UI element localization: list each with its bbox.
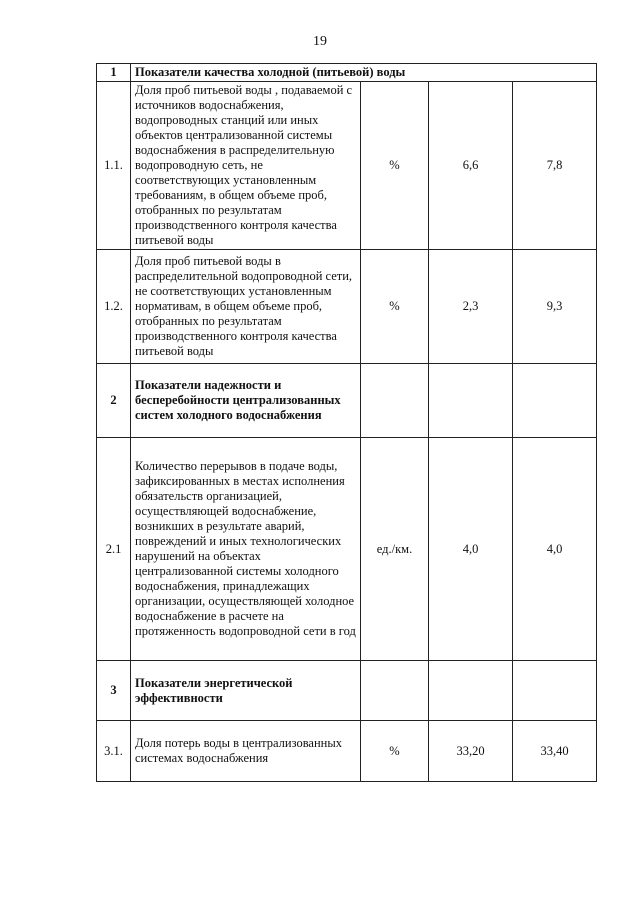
unit-cell: [361, 661, 429, 721]
unit-cell: [361, 364, 429, 438]
row-number: 3.1.: [97, 721, 131, 782]
indicator-description: Доля потерь воды в централизованных системах водоснабжения: [131, 721, 361, 782]
section-title: Показатели надежности и бесперебойности централизованных систем холодного водоснабжения: [131, 364, 361, 438]
value-cell: 33,40: [513, 721, 597, 782]
section-title: Показатели энергетической эффективности: [131, 661, 361, 721]
unit-cell: %: [361, 721, 429, 782]
indicator-description: Количество перерывов в подаче воды, зафиксированных в местах исполнения обязательств организацией, осуществляющей водоснабжение, возникших в результате аварий, повреждений и иных технологических нарушений на объектах централизованной системы холодного водоснабжения, принадлежащих организации, осуществляющей холодное водоснабжение в расчете на протяженность водопроводной сети в год: [131, 438, 361, 661]
table-row: [97, 661, 597, 721]
value-cell: 33,20: [429, 721, 513, 782]
row-number: 1.2.: [97, 250, 131, 364]
value-cell: [429, 661, 513, 721]
value-cell: 9,3: [513, 250, 597, 364]
table-row: [97, 438, 597, 661]
unit-cell: %: [361, 82, 429, 250]
value-cell: [429, 364, 513, 438]
table-row: [97, 250, 597, 364]
value-cell: [513, 661, 597, 721]
value-cell: [513, 364, 597, 438]
row-number: 2: [97, 364, 131, 438]
row-number: 1.1.: [97, 82, 131, 250]
row-number: 1: [97, 64, 131, 82]
indicator-description: Доля проб питьевой воды в распределительной водопроводной сети, не соответствующих установленным нормативам, в общем объеме проб, отобранных по результатам производственного контроля качества питьевой воды: [131, 250, 361, 364]
value-cell: 4,0: [513, 438, 597, 661]
unit-cell: %: [361, 250, 429, 364]
value-cell: 4,0: [429, 438, 513, 661]
value-cell: 7,8: [513, 82, 597, 250]
row-number: 3: [97, 661, 131, 721]
section-title: Показатели качества холодной (питьевой) воды: [131, 64, 597, 82]
indicator-description: Доля проб питьевой воды , подаваемой с источников водоснабжения, водопроводных станций или иных объектов централизованной системы водоснабжения в распределительную водопроводную сеть, не соответствующих установленным требованиям, в общем объеме проб, отобранных по результатам производственного контроля качества питьевой воды: [131, 82, 361, 250]
value-cell: 6,6: [429, 82, 513, 250]
unit-cell: ед./км.: [361, 438, 429, 661]
table-row: [97, 64, 597, 82]
indicators-table: [96, 63, 597, 782]
row-number: 2.1: [97, 438, 131, 661]
table-row: [97, 82, 597, 250]
table-row: [97, 364, 597, 438]
value-cell: 2,3: [429, 250, 513, 364]
page-number: 19: [313, 34, 327, 49]
table-row: [97, 721, 597, 782]
